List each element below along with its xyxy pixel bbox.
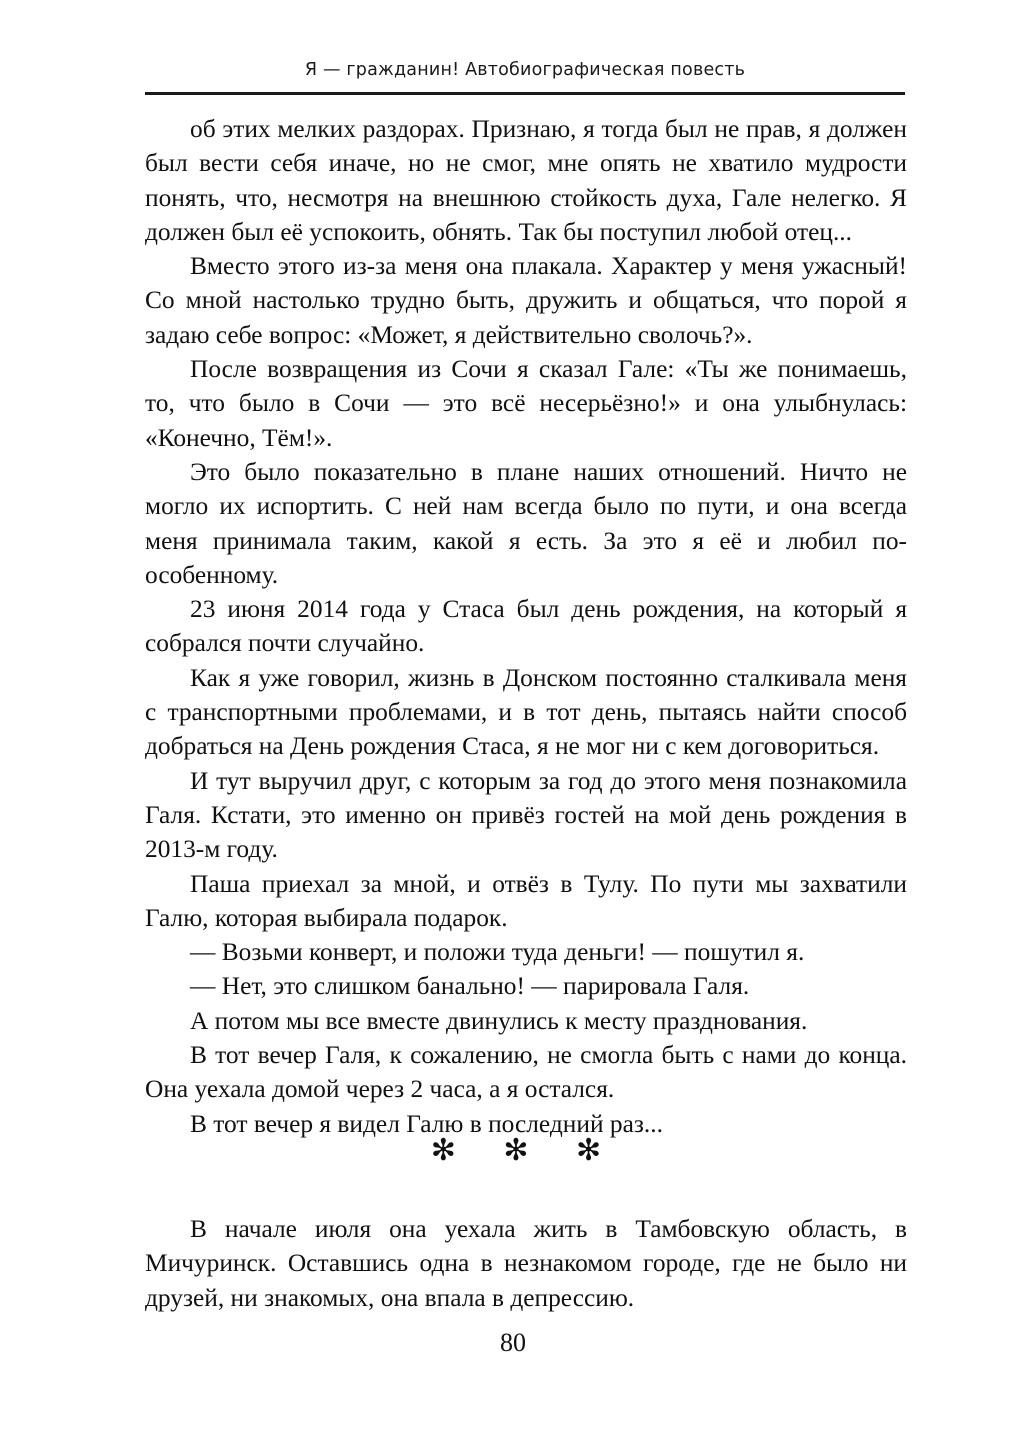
paragraph: В тот вечер я видел Галю в последний раз... (190, 1109, 663, 1138)
paragraph: И тут выручил друг, с которым за год до этого меня познакомила Галя. Кстати, это именно он привёз гостей на мой день рождения в 2013-м году. (145, 766, 907, 864)
paragraph: В начале июля она уехала жить в Тамбовскую область, в Мичуринск. Оставшись одна в незнакомом городе, где не было ни друзей, ни знакомых, она впала в депрессию. (145, 1215, 907, 1312)
page-number: 80 (500, 1328, 526, 1357)
dialogue-line: — Возьми конверт, и положи туда деньги! — пошутил я. (190, 938, 805, 967)
dialogue-line: — Нет, это слишком банально! — парировала Галя. (190, 972, 750, 1001)
paragraph: Как я уже говорил, жизнь в Донском постоянно сталкивала меня с транспортными проблемами, и в тот день, пытаясь найти способ добраться на День рождения Стаса, я не мог ни с кем договориться. (145, 663, 907, 761)
paragraph: После возвращения из Сочи я сказал Гале: «Ты же понимаешь, то, что было в Сочи — это всё несерьёзно!» и она улыбнулась: «Конечно, Тём!». (145, 355, 907, 452)
paragraph: об этих мелких раздорах. Признаю, я тогда был не прав, я должен был вести себя иначе, но не смог, мне опять не хватило мудрости понять, что, несмотря на внешнюю стойкость духа, Гале нелегко. Я должен был её успокоить, обнять. Так бы поступил любой отец... (145, 115, 907, 246)
scene-divider-asterisks: ✻ ✻ ✻ (430, 1134, 622, 1167)
paragraph: Это было показательно в плане наших отношений. Ничто не могло их испортить. С ней нам всегда было по пути, и она всегда меня принимала таким, какой я есть. За это я её и любил по-особенному. (145, 457, 907, 589)
closing-text-block (145, 1212, 907, 1315)
paragraph: 23 июня 2014 года у Стаса был день рождения, на который я собрался почти случайно. (145, 595, 907, 658)
header-rule (145, 92, 905, 95)
main-text-block (145, 112, 907, 1141)
running-head-title: Я — гражданин! Автобиографическая повесть (304, 60, 746, 80)
paragraph: В тот вечер Галя, к сожалению, не смогла быть с нами до конца. Она уехала домой через 2 часа, а я остался. (145, 1041, 907, 1104)
paragraph: Вместо этого из-за меня она плакала. Характер у меня ужасный! Со мной настолько трудно быть, дружить и общаться, что порой я задаю себе вопрос: «Может, я действительно сволочь?». (145, 252, 907, 349)
paragraph: Паша приехал за мной, и отвёз в Тулу. По пути мы захватили Галю, которая выбирала подарок. (145, 869, 907, 932)
paragraph: А потом мы все вместе двинулись к месту празднования. (190, 1006, 808, 1035)
